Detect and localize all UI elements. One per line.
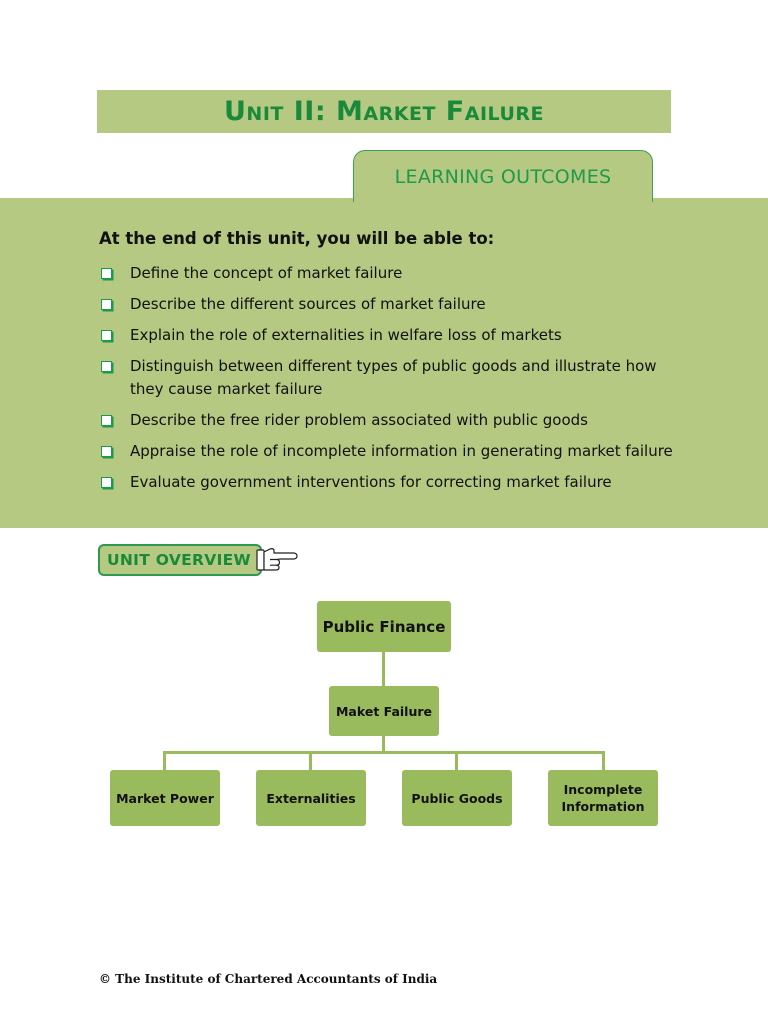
list-item-text: Describe the free rider problem associated with public goods [130,411,588,429]
list-item [99,440,689,463]
checkbox-bullet-icon [101,268,112,279]
diagram-node-incomplete-information: Incomplete Information [548,770,658,826]
unit-overview-label: UNIT OVERVIEW [107,551,251,569]
diagram-node-externalities: Externalities [256,770,366,826]
connector-line [455,751,458,770]
list-item [99,293,689,316]
connector-line [163,751,166,770]
connector-line [309,751,312,770]
list-item-text: Explain the role of externalities in welfare loss of markets [130,326,562,344]
checkbox-bullet-icon [101,361,112,372]
learning-outcomes-intro: At the end of this unit, you will be able to: [99,229,495,248]
copyright-footer: © The Institute of Chartered Accountants of India [99,972,438,986]
checkbox-bullet-icon [101,446,112,457]
unit-overview-badge [98,544,262,576]
list-item-text: Distinguish between different types of public goods and illustrate how they cause market failure [130,357,657,398]
diagram-node-market-power: Market Power [110,770,220,826]
pointing-hand-icon [256,544,298,578]
list-item [99,409,689,432]
unit-banner [97,90,671,133]
list-item [99,471,689,494]
list-item-text: Describe the different sources of market failure [130,295,486,313]
learning-outcomes-tab-label: LEARNING OUTCOMES [394,165,612,188]
connector-line [602,751,605,770]
connector-line [382,652,385,686]
connector-line [163,751,605,754]
checkbox-bullet-icon [101,477,112,488]
list-item-text: Define the concept of market failure [130,264,403,282]
diagram-node-public-finance: Public Finance [317,601,451,652]
learning-outcomes-list [99,262,689,502]
diagram-node-market-failure: Maket Failure [329,686,439,736]
list-item-text: Appraise the role of incomplete information in generating market failure [130,442,673,460]
list-item [99,262,689,285]
unit-title: Unit II: Market Failure [224,96,544,127]
checkbox-bullet-icon [101,415,112,426]
list-item [99,355,689,401]
checkbox-bullet-icon [101,299,112,310]
diagram-node-public-goods: Public Goods [402,770,512,826]
list-item [99,324,689,347]
list-item-text: Evaluate government interventions for correcting market failure [130,473,612,491]
learning-outcomes-tab [353,150,653,202]
checkbox-bullet-icon [101,330,112,341]
